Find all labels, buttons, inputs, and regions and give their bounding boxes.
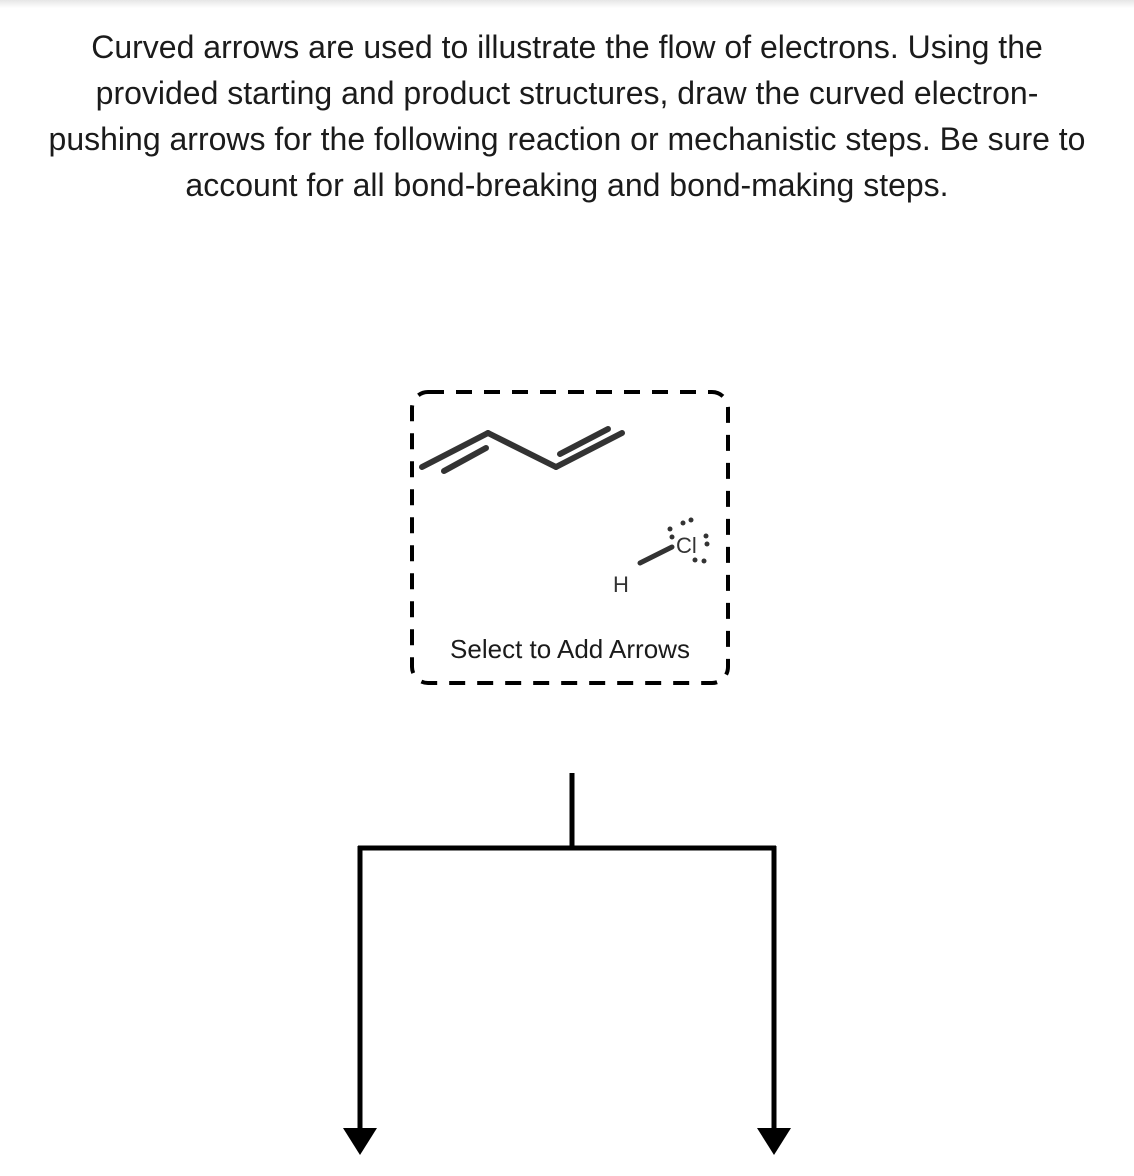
- branch-lines: [358, 773, 776, 1130]
- question-instructions: Curved arrows are used to illustrate the flow of electrons. Using the provided starting and product structures, draw the curved electron-pushing arrows for the following reaction or mechanistic steps. Be sure to account for all bond-breaking and bond-making steps.: [48, 29, 1086, 203]
- h-cl-bond: [640, 547, 672, 563]
- add-arrows-caption: Select to Add Arrows: [450, 634, 690, 664]
- butadiene-structure: [422, 429, 622, 471]
- top-shadow: [0, 0, 1134, 8]
- hcl-structure: [613, 518, 710, 598]
- chlorine-atom-label: Cl: [676, 533, 697, 558]
- left-arrowhead-icon: [343, 1128, 377, 1155]
- add-arrows-box[interactable]: [410, 390, 730, 685]
- hydrogen-atom-label: H: [613, 572, 629, 597]
- right-arrowhead-icon: [757, 1128, 791, 1155]
- butadiene-bond-2: [488, 433, 556, 467]
